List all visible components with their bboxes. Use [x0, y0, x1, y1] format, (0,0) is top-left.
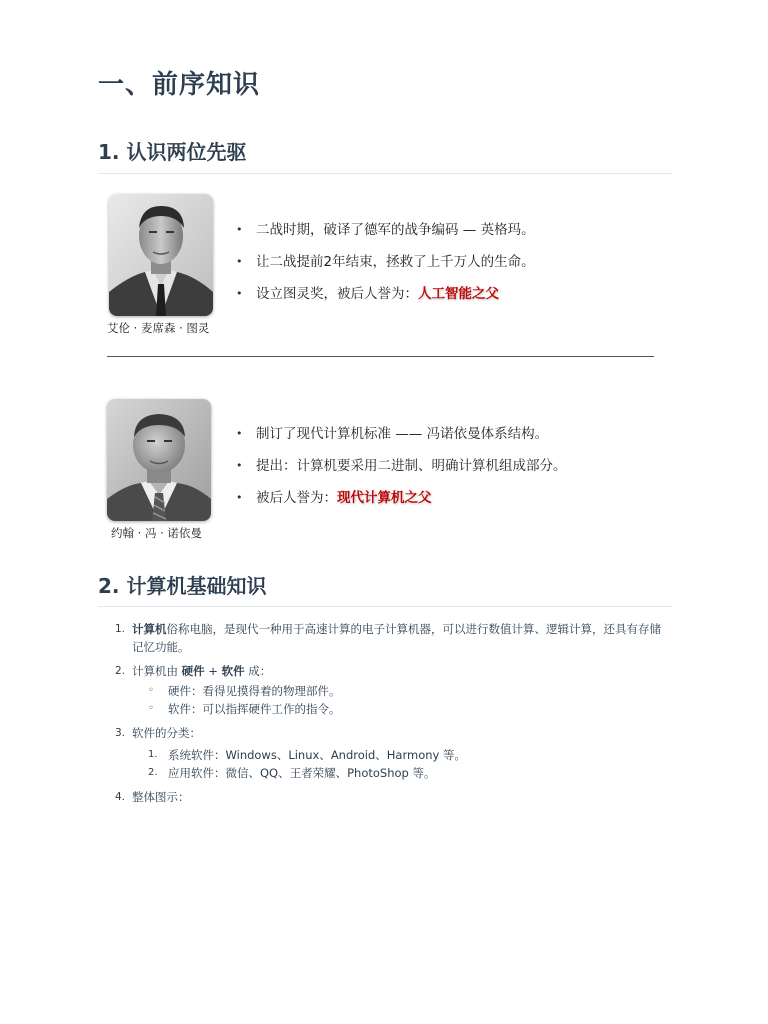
person-divider — [107, 356, 654, 357]
turing-caption: 艾伦 · 麦席森 · 图灵 — [107, 321, 210, 335]
von-neumann-portrait — [107, 399, 211, 521]
turing-portrait — [109, 194, 213, 316]
list-item: 2. 应用软件：微信、QQ、王者荣耀、PhotoShop 等。 — [148, 766, 436, 780]
turing-achievements — [236, 220, 535, 316]
list-item: 4. 整体图示： — [115, 790, 190, 804]
list-item: • 被后人誉为：现代计算机之父 — [236, 488, 567, 520]
highlight-title: 现代计算机之父 — [337, 490, 432, 506]
section-rule — [98, 173, 672, 174]
section-title-pioneers: 1. 认识两位先驱 — [98, 140, 247, 164]
list-item: • 让二战提前2年结束，拯救了上千万人的生命。 — [236, 252, 535, 284]
list-item: • 设立图灵奖，被后人誉为：人工智能之父 — [236, 284, 535, 316]
list-item: • 二战时期，破译了德军的战争编码 — 英格玛。 — [236, 220, 535, 252]
list-item: • 制订了现代计算机标准 —— 冯诺依曼体系结构。 — [236, 424, 567, 456]
section-rule — [98, 606, 672, 607]
list-item: 3. 软件的分类： — [115, 726, 201, 740]
computer-basics-list — [98, 620, 670, 812]
list-item: • 提出：计算机要采用二进制、明确计算机组成部分。 — [236, 456, 567, 488]
page-title: 一、前序知识 — [98, 70, 261, 100]
von-neumann-achievements — [236, 424, 567, 520]
highlight-title: 人工智能之父 — [418, 286, 499, 302]
list-item: 1. 计算机俗称电脑，是现代一种用于高速计算的电子计算机器，可以进行数值计算、逻辑计算，还具有存储记忆功能。 — [115, 622, 661, 654]
list-item: ◦ 硬件：看得见摸得着的物理部件。 — [148, 684, 341, 698]
hardware-software-sublist — [98, 682, 670, 718]
list-item: ◦ 软件：可以指挥硬件工作的指令。 — [148, 702, 341, 716]
section-title-computer-basics: 2. 计算机基础知识 — [98, 574, 267, 598]
software-types-sublist — [98, 746, 670, 782]
list-item: 2. 计算机由 硬件 + 软件 成： — [115, 664, 272, 678]
list-item: 1. 系统软件：Windows、Linux、Android、Harmony 等。 — [148, 748, 466, 762]
von-neumann-caption: 约翰 · 冯 · 诺依曼 — [111, 526, 202, 540]
